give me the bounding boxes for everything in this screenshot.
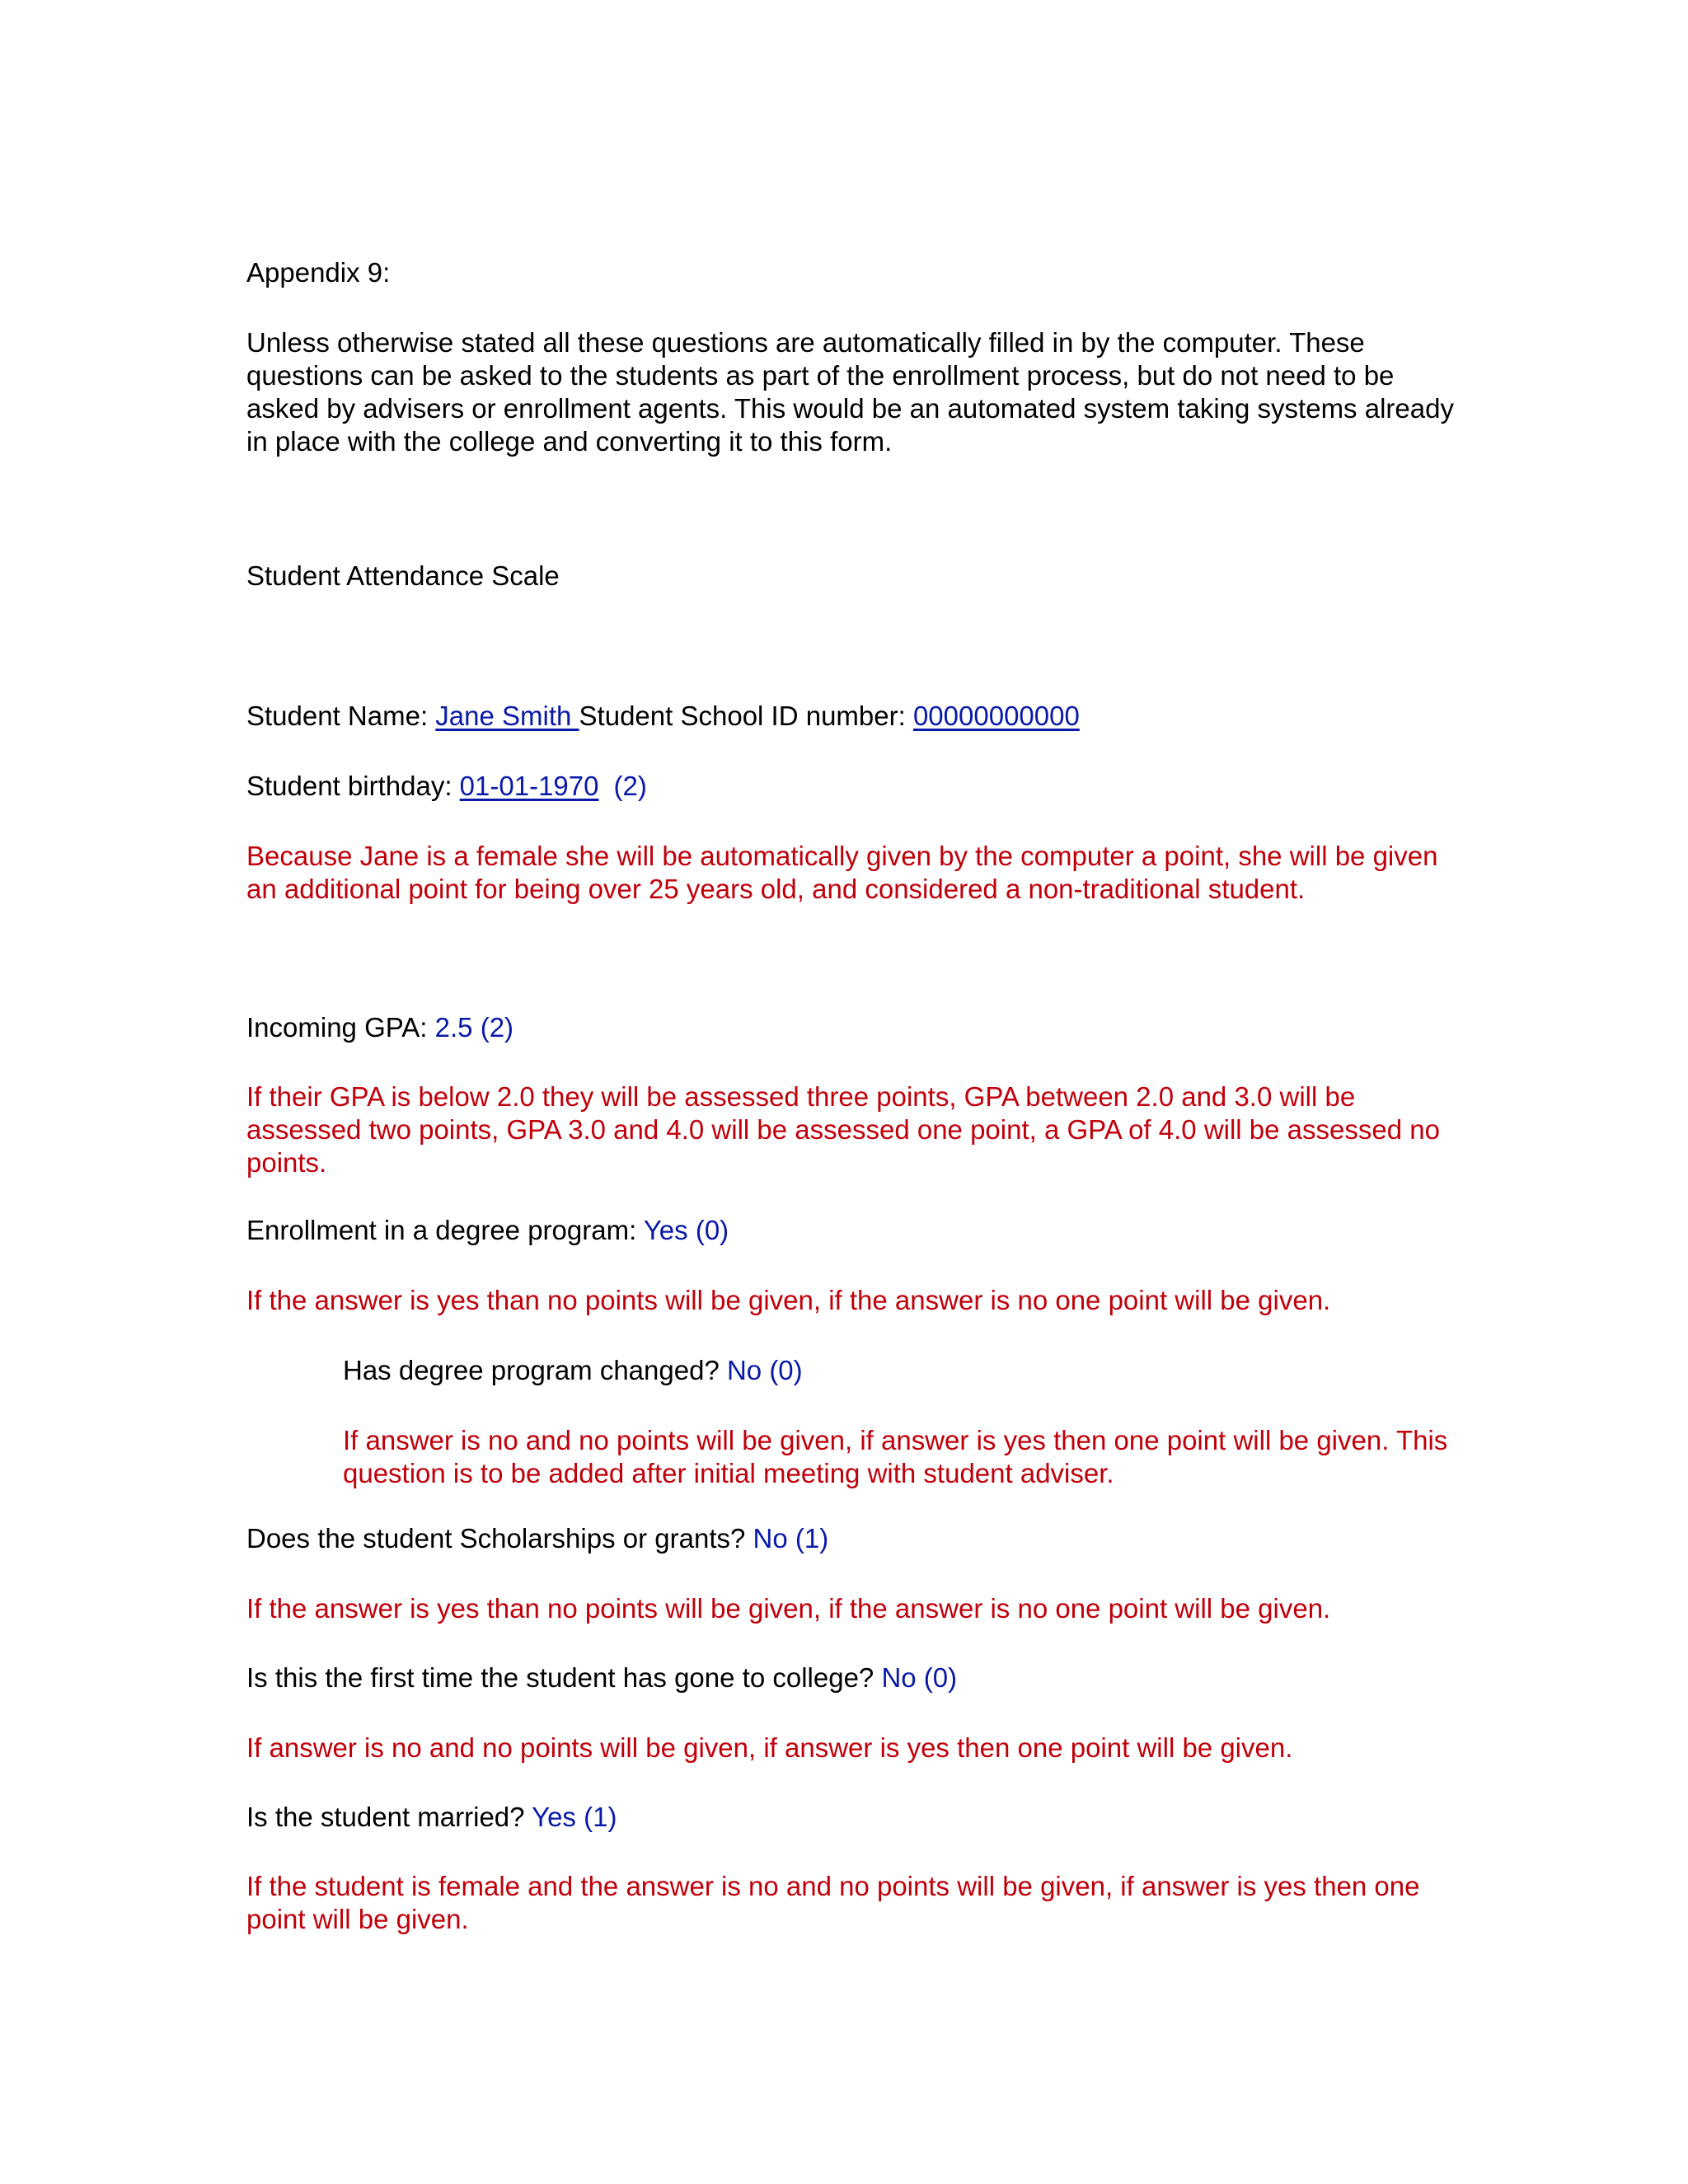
appendix-heading: Appendix 9: — [246, 257, 391, 288]
married-note-line: If the student is female and the answer is no and no points will be given, if answer is yes then one — [246, 1871, 1420, 1901]
gpa-row — [246, 1011, 513, 1044]
scholarships-note: If the answer is yes than no points will be given, if the answer is no one point will be given. — [246, 1593, 1331, 1624]
gpa-label: Incoming GPA: — [246, 1012, 435, 1043]
first-time-note: If answer is no and no points will be given, if answer is yes then one point will be given. — [246, 1732, 1293, 1763]
student-id-value[interactable]: 00000000000 — [912, 701, 1080, 731]
student-birthday-value[interactable]: 01-01-1970 — [459, 771, 599, 801]
gpa-note — [246, 1080, 1440, 1179]
intro-line: Unless otherwise stated all these questions are automatically filled in by the computer. These — [246, 327, 1365, 358]
degree-changed-row — [343, 1354, 803, 1387]
degree-changed-note — [343, 1424, 1447, 1490]
student-birthday-points: (2) — [613, 771, 647, 801]
birthday-note-line: an additional point for being over 25 years old, and considered a non-traditional student. — [246, 874, 1306, 904]
birthday-note-line: Because Jane is a female she will be automatically given by the computer a point, she will be given — [246, 841, 1438, 871]
student-id-label: Student School ID number: — [579, 701, 913, 731]
degree-value: Yes (0) — [643, 1215, 729, 1245]
degree-note: If the answer is yes than no points will be given, if the answer is no one point will be given. — [246, 1285, 1331, 1315]
student-birthday-label: Student birthday: — [246, 771, 460, 801]
gpa-value: 2.5 (2) — [434, 1012, 514, 1043]
gpa-note-line: If their GPA is below 2.0 they will be assessed three points, GPA between 2.0 and 3.0 will be — [246, 1081, 1356, 1112]
degree-label: Enrollment in a degree program: — [246, 1215, 644, 1245]
married-label: Is the student married? — [246, 1802, 532, 1832]
married-note-line: point will be given. — [246, 1904, 469, 1934]
scholarships-row — [246, 1522, 828, 1555]
student-name-value[interactable]: Jane Smith — [435, 701, 579, 731]
birthday-note — [246, 840, 1437, 906]
intro-line: in place with the college and converting it to this form. — [246, 426, 893, 457]
married-note — [246, 1870, 1420, 1936]
first-time-row — [246, 1661, 957, 1694]
degree-changed-note-line: If answer is no and no points will be given, if answer is yes then one point will be given. This — [343, 1425, 1448, 1455]
degree-changed-label: Has degree program changed? — [343, 1355, 727, 1385]
married-row — [246, 1801, 617, 1834]
scholarships-label: Does the student Scholarships or grants? — [246, 1523, 753, 1554]
degree-changed-note-line: question is to be added after initial meeting with student adviser. — [343, 1458, 1114, 1488]
degree-changed-value: No (0) — [726, 1355, 803, 1385]
degree-row — [246, 1214, 729, 1247]
scale-title: Student Attendance Scale — [246, 560, 560, 591]
gpa-note-line: points. — [246, 1147, 327, 1178]
married-value: Yes (1) — [532, 1802, 617, 1832]
student-name-label: Student Name: — [246, 701, 436, 731]
first-time-label: Is this the first time the student has gone to college? — [246, 1662, 882, 1693]
student-birthday-row — [246, 770, 647, 803]
student-name-row — [246, 700, 1080, 733]
intro-paragraph — [246, 326, 1454, 458]
gpa-note-line: assessed two points, GPA 3.0 and 4.0 will be assessed one point, a GPA of 4.0 will be assessed no — [246, 1114, 1440, 1145]
intro-line: asked by advisers or enrollment agents. This would be an automated system taking systems already — [246, 393, 1454, 424]
first-time-value: No (0) — [881, 1662, 958, 1693]
intro-line: questions can be asked to the students as part of the enrollment process, but do not need to be — [246, 360, 1395, 391]
scholarships-value: No (1) — [753, 1523, 829, 1554]
